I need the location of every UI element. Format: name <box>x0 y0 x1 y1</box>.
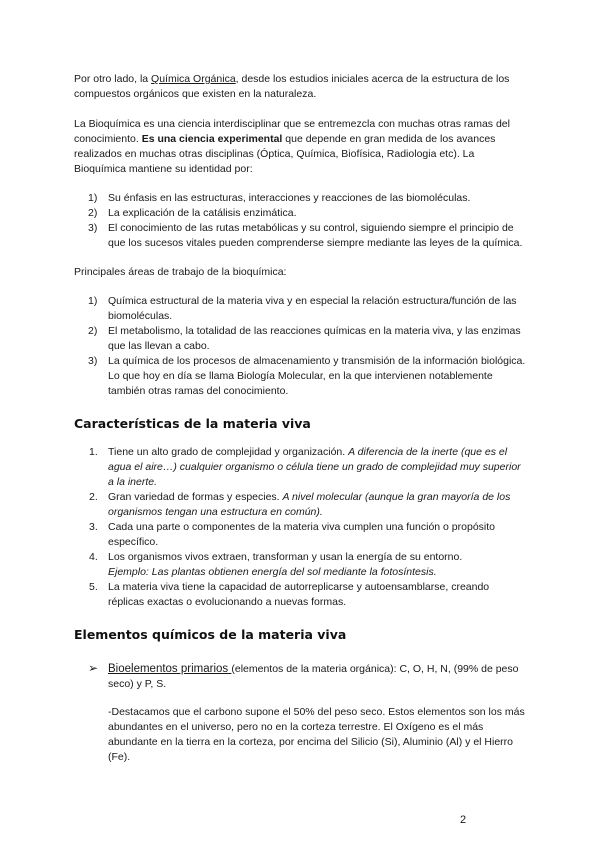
list-number: 3. <box>89 521 98 533</box>
list-item <box>74 520 526 550</box>
section-heading-characteristics: Características de la materia viva <box>74 416 311 431</box>
list-italic-text: A nivel molecular (aunque la gran mayoría de los organismos tengan una estructura en común). <box>108 491 511 518</box>
list-number: 4. <box>89 551 98 563</box>
list-italic-text: Ejemplo: Las plantas obtienen energía del sol mediante la fotosíntesis. <box>108 566 437 578</box>
list-text: Su énfasis en las estructuras, interacciones y reacciones de las biomoléculas. <box>108 192 471 204</box>
intro-paragraph-2 <box>74 117 526 177</box>
bioelementos-primarios-label: Bioelementos primarios <box>108 663 232 675</box>
list-item <box>74 550 526 580</box>
list-item <box>74 580 526 610</box>
list-text: La materia viva tiene la capacidad de autorreplicarse y autoensamblarse, creando réplicas exactas o evolucionando a nuevas formas. <box>108 581 490 608</box>
list-number: 2) <box>88 325 98 337</box>
intro-text-2: La Bioquímica es una ciencia interdisciplinar que se entremezcla con muchas otras ramas del conocimiento. <box>74 118 510 145</box>
list-text: El metabolismo, la totalidad de las reacciones químicas en la materia viva, y las enzimas que las llevan a cabo. <box>108 325 521 352</box>
list-number: 1. <box>89 446 98 458</box>
list-number: 5. <box>89 581 98 593</box>
list-text: Química estructural de la materia viva y en especial la relación estructura/función de las biomoléculas. <box>108 295 517 322</box>
list-item <box>74 221 526 251</box>
list-text: El conocimiento de las rutas metabólicas y su control, siguiendo siempre el principio de que los sucesos vitales pueden comprenderse siempre mediante las leyes de la química. <box>108 222 523 249</box>
list-item <box>74 191 526 206</box>
list-item <box>74 490 526 520</box>
list-text: La explicación de la catálisis enzimática. <box>108 207 297 219</box>
bold-phrase: Es una ciencia experimental <box>141 133 283 145</box>
intro-paragraph-1 <box>74 72 526 102</box>
list-text: Gran variedad de formas y especies. <box>108 491 283 503</box>
list-item <box>74 354 526 399</box>
list-item <box>74 324 526 354</box>
list-item <box>74 206 526 221</box>
list-item <box>74 445 526 490</box>
document-page <box>74 72 526 765</box>
list-number: 2) <box>88 207 98 219</box>
bioelements-item <box>74 662 526 692</box>
list-text: Cada una parte o componentes de la materia viva cumplen una función o propósito específico. <box>108 521 495 548</box>
list-item <box>74 294 526 324</box>
intro-text-2-after: que depende en gran medida de los avances realizados en muchas otras disciplinas (Óptica, Química, Biofísica, Radiologia etc). La Bioquímica mantiene su identidad por: <box>74 133 496 175</box>
identity-list <box>74 191 526 251</box>
list-number: 2. <box>89 491 98 503</box>
carbon-note: -Destacamos que el carbono supone el 50% del peso seco. Estos elementos son los más abundantes en el universo, pero no en la corteza terrestre. El Oxígeno es el más abundante en la tierra en la corteza, por encima del Silicio (Si), Aluminio (Al) y el Hierro (Fe). <box>108 706 525 763</box>
page-number: 2 <box>460 814 467 826</box>
section-heading-elements: Elementos químicos de la materia viva <box>74 627 347 642</box>
intro-text-after: , desde los estudios iniciales acerca de la estructura de los compuestos orgánicos que existen en la naturaleza. <box>74 73 510 100</box>
list-number: 1) <box>88 192 98 204</box>
list-number: 3) <box>88 222 98 234</box>
list-text: Los organismos vivos extraen, transforman y usan la energía de su entorno. <box>108 551 463 563</box>
quimica-organica-link[interactable]: Química Orgánica <box>151 73 236 85</box>
areas-heading: Principales áreas de trabajo de la bioquímica: <box>74 266 287 278</box>
list-number: 3) <box>88 355 98 367</box>
list-text: Tiene un alto grado de complejidad y organización. <box>108 446 349 458</box>
characteristics-list <box>74 445 526 610</box>
arrow-bullet-icon: ➢ <box>88 661 99 675</box>
list-italic-text: A diferencia de la inerte (que es el agua el aire…) cualquier organismo o célula tiene un grado de complejidad muy superior a la inerte. <box>108 446 521 488</box>
intro-text: Por otro lado, la <box>74 73 152 85</box>
list-text: La química de los procesos de almacenamiento y transmisión de la información biológica. Lo que hoy en día se llama Biología Molecular, en la que intervienen notablemente también otras ramas del conocimiento. <box>108 355 526 397</box>
areas-list <box>74 294 526 399</box>
list-number: 1) <box>88 295 98 307</box>
bioelements-text: (elementos de la materia orgánica): C, O, H, N, (99% de peso seco) y P, S. <box>108 663 519 690</box>
